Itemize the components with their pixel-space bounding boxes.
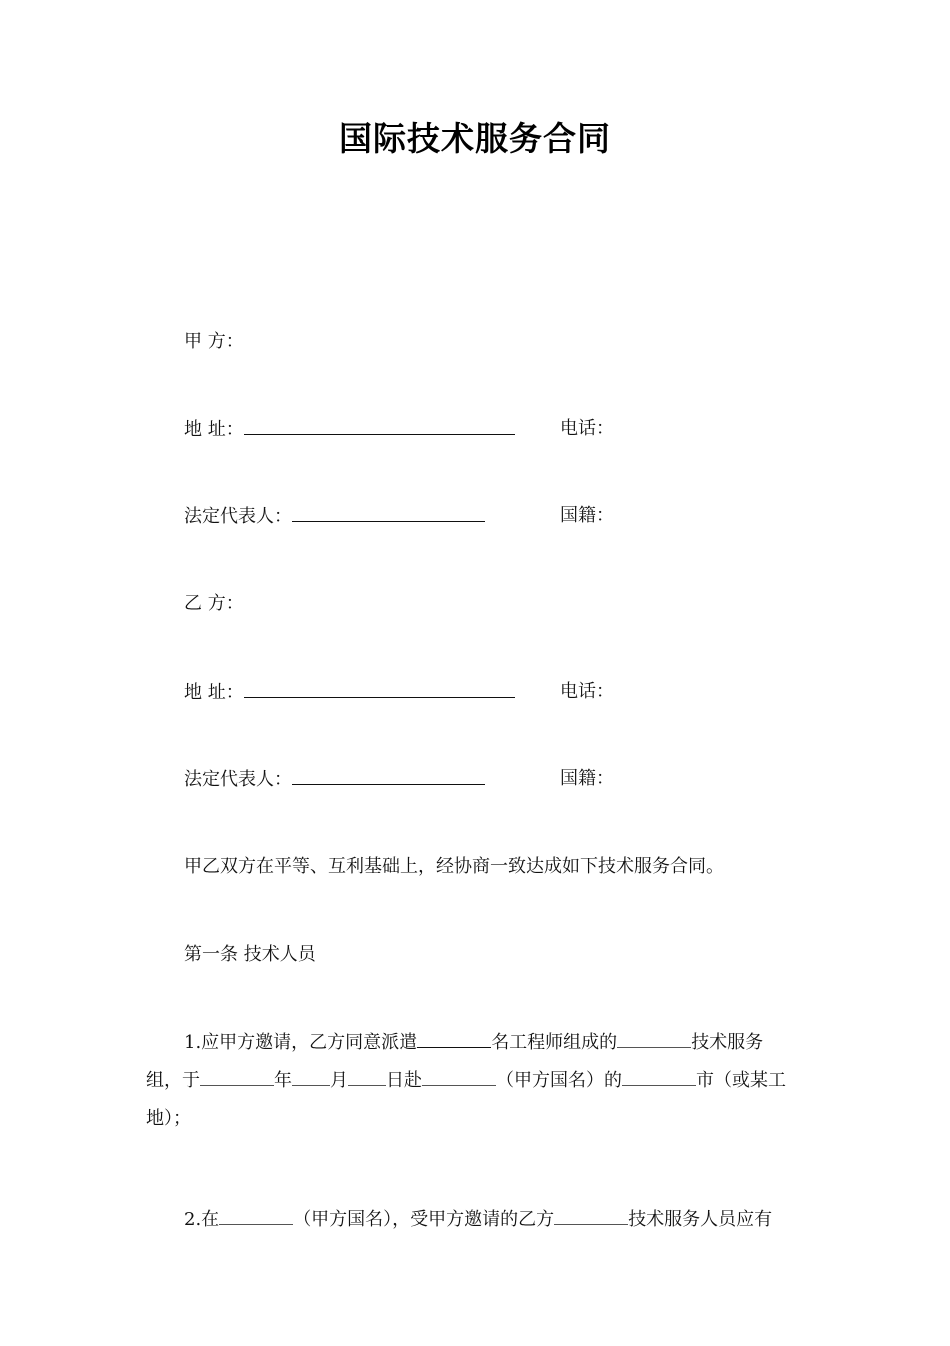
article-1-clause-1: 1.应甲方邀请，乙方同意派遣 名工程师组成的 技术服务 组，于 年 月 日赴 （甲方国名）的 市（或某工 地）； [146, 1032, 786, 1129]
document-title: 国际技术服务合同 [339, 119, 611, 158]
party-b-phone-label: 电话： [560, 681, 614, 702]
clause-2-country-blank [219, 1208, 293, 1225]
country-blank [422, 1069, 496, 1086]
party-a-address-row [184, 417, 515, 442]
service-type-blank [617, 1031, 691, 1048]
party-b-nationality-label: 国籍： [560, 768, 614, 789]
party-b-address-label: 地 址： [184, 682, 244, 703]
party-a-rep-blank [292, 504, 485, 522]
party-a-label: 甲 方： [184, 331, 244, 352]
article-1-heading: 第一条 技术人员 [184, 944, 316, 965]
city-blank [622, 1069, 696, 1086]
party-a-rep-row [184, 504, 485, 529]
party-a-phone-label: 电话： [560, 418, 614, 439]
preamble-text: 甲乙双方在平等、互利基础上，经协商一致达成如下技术服务合同。 [184, 856, 724, 877]
party-a-nationality-label: 国籍： [560, 505, 614, 526]
article-1-clause-2: 2.在 （甲方国名），受甲方邀请的乙方 技术服务人员应有 [184, 1209, 773, 1230]
year-blank [200, 1069, 274, 1086]
party-b-address-row [184, 680, 515, 705]
party-b-rep-label: 法定代表人： [184, 769, 292, 790]
party-a-rep-label: 法定代表人： [184, 506, 292, 527]
party-b-rep-row [184, 767, 485, 792]
party-b-address-blank [244, 680, 515, 698]
party-a-address-label: 地 址： [184, 419, 244, 440]
day-blank [348, 1069, 386, 1086]
month-blank [292, 1069, 330, 1086]
party-a-address-blank [244, 417, 515, 435]
party-b-label: 乙 方： [184, 593, 244, 614]
engineer-count-blank [417, 1031, 491, 1048]
clause-2-service-blank [554, 1208, 628, 1225]
party-b-rep-blank [292, 767, 485, 785]
